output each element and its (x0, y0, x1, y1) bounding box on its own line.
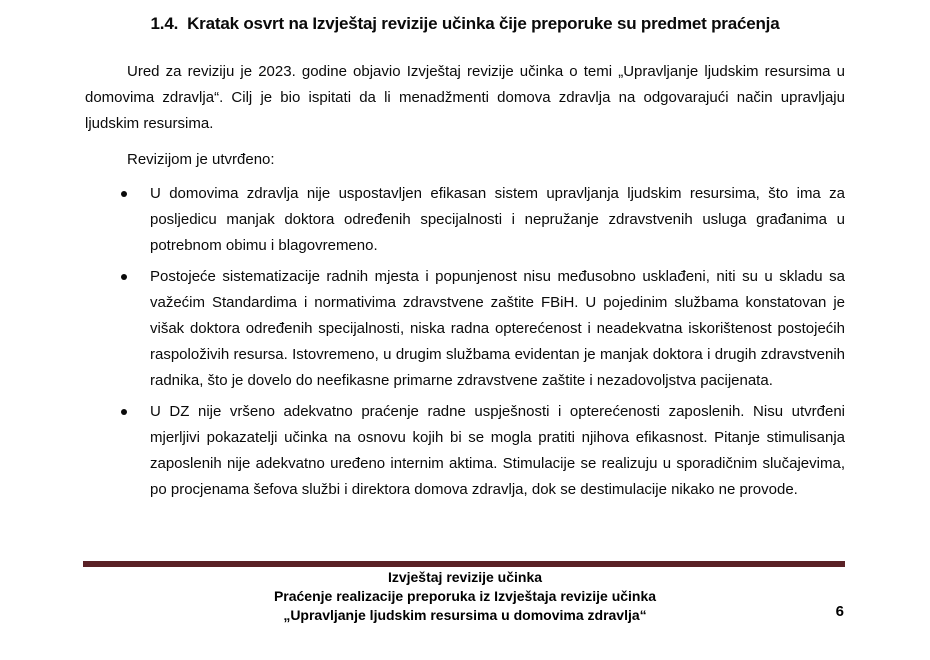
findings-list (85, 181, 845, 503)
footer-line: Praćenje realizacije preporuka iz Izvještaja revizije učinka (273, 588, 657, 604)
finding-text: U domovima zdravlja nije uspostavljen efikasan sistem upravljanja ljudskim resursima, što ima za posljedicu manjak doktora određenih specijalnosti i nepružanje zdravstvenih usluga građanima u potrebnom obimu i blagovremeno. (150, 185, 845, 254)
finding-text: U DZ nije vršeno adekvatno praćenje radne uspješnosti i opterećenosti zaposlenih. Nisu utvrđeni mjerljivi pokazatelji učinka na osnovu kojih bi se mogla pratiti njihova efikasnost. Pitanje stimulisanja zaposlenih nije adekvatno uređeno internim aktima. Stimulacije se realizuju u sporadičnim slučajevima, po procjenama šefova službi i direktora domova zdravlja, dok se destimulacije nikako ne provode. (150, 403, 845, 498)
footer-line: „Upravljanje ljudskim resursima u domovima zdravlja“ (283, 607, 647, 623)
document-body (85, 59, 845, 503)
footer (0, 568, 930, 625)
bullet-icon (121, 274, 127, 280)
finding-item (85, 399, 845, 503)
finding-item (85, 264, 845, 394)
intro-paragraph: Ured za reviziju je 2023. godine objavio Izvještaj revizije učinka o temi „Upravljanje ljudskim resursima u domovima zdravlja“. Cilj je bio ispitati da li menadžmenti domova zdravlja na odgovarajući način upravljaju ljudskim resursima. (85, 63, 845, 132)
findings-lead: Revizijom je utvrđeno: (127, 151, 275, 168)
section-heading (0, 13, 930, 35)
footer-line: Izvještaj revizije učinka (387, 569, 543, 585)
finding-text: Postojeće sistematizacije radnih mjesta i popunjenost nisu međusobno usklađeni, niti su u skladu sa važećim Standardima i normativima zdravstvene zaštite FBiH. U pojedinim službama konstatovan je višak doktora određenih specijalnosti, niska radna opterećenost i neadekvatna iskorištenost postojećih raspoloživih resursa. Istovremeno, u drugim službama evidentan je manjak doktora i drugih zdravstvenih radnika, što je dovelo do neefikasne primarne zdravstvene zaštite i nezadovoljstva pacijenata. (150, 268, 845, 389)
page-number: 6 (835, 603, 844, 620)
bullet-icon (121, 409, 127, 415)
finding-item (85, 181, 845, 259)
section-number: 1.4. (150, 14, 179, 33)
section-title: Kratak osvrt na Izvještaj revizije učinka čije preporuke su predmet praćenja (187, 14, 780, 33)
bullet-icon (121, 191, 127, 197)
footer-rule (83, 561, 845, 567)
